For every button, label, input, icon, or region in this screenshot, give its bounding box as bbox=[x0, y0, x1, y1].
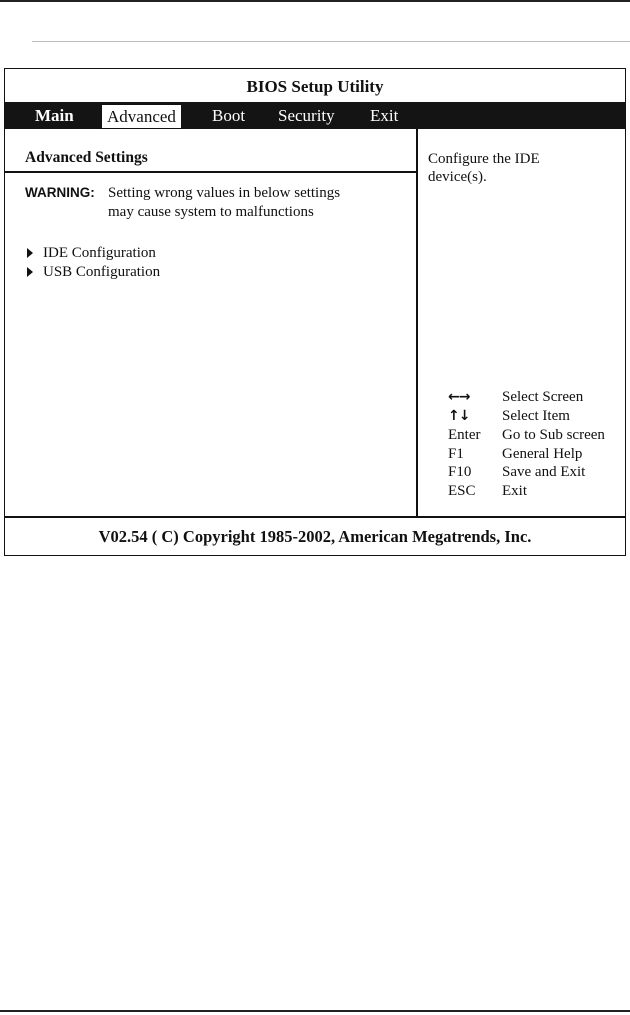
section-divider bbox=[5, 171, 416, 173]
key-legend-row bbox=[418, 464, 624, 483]
key-name: F10 bbox=[448, 464, 472, 480]
warning-line-1: Setting wrong values in below settings bbox=[108, 185, 341, 201]
key-legend-row bbox=[418, 427, 624, 446]
key-name: F1 bbox=[448, 446, 464, 462]
settings-pane bbox=[5, 129, 416, 516]
key-description: Save and Exit bbox=[502, 464, 586, 480]
submenu-arrow-icon bbox=[27, 267, 33, 277]
page-bottom-rule bbox=[0, 1010, 630, 1012]
warning-label: WARNING: bbox=[25, 185, 95, 200]
tab-boot[interactable]: Boot bbox=[212, 106, 246, 125]
section-title: Advanced Settings bbox=[25, 149, 148, 166]
key-description: Go to Sub screen bbox=[502, 427, 605, 443]
left-right-arrows-icon: ←→ bbox=[448, 389, 470, 405]
submenu-arrow-icon bbox=[27, 248, 33, 258]
warning-text bbox=[108, 184, 340, 222]
window-title: BIOS Setup Utility bbox=[246, 77, 384, 96]
menu-bar bbox=[5, 102, 625, 129]
up-down-arrows-icon: ↑↓ bbox=[448, 408, 470, 424]
key-description: Select Item bbox=[502, 408, 570, 424]
tab-advanced[interactable]: Advanced bbox=[101, 104, 182, 129]
key-legend-row bbox=[418, 408, 624, 427]
menu-item-label: IDE Configuration bbox=[43, 245, 156, 261]
key-legend-row bbox=[418, 483, 624, 502]
tab-main[interactable]: Main bbox=[35, 106, 74, 125]
menu-item-usb-configuration[interactable] bbox=[27, 264, 160, 281]
help-pane bbox=[418, 129, 624, 516]
help-line-1: Configure the IDE bbox=[428, 151, 540, 167]
help-line-2: device(s). bbox=[428, 169, 487, 185]
page-top-rule bbox=[0, 0, 630, 2]
key-description: Exit bbox=[502, 483, 527, 499]
warning-line-2: may cause system to malfunctions bbox=[108, 204, 314, 220]
tab-exit[interactable]: Exit bbox=[370, 106, 399, 125]
bios-setup-window bbox=[4, 68, 626, 556]
page-header-rule bbox=[32, 41, 630, 42]
copyright-footer: V02.54 ( C) Copyright 1985-2002, American Megatrends, Inc. bbox=[98, 527, 532, 546]
menu-item-label: USB Configuration bbox=[43, 264, 161, 280]
key-name: Enter bbox=[448, 427, 481, 443]
key-description: Select Screen bbox=[502, 389, 584, 405]
key-description: General Help bbox=[502, 446, 583, 462]
key-legend-row bbox=[418, 389, 624, 408]
help-text bbox=[428, 150, 618, 186]
key-name: ESC bbox=[448, 483, 476, 499]
key-legend-row bbox=[418, 446, 624, 465]
menu-item-ide-configuration[interactable] bbox=[27, 245, 156, 262]
tab-security[interactable]: Security bbox=[278, 106, 335, 125]
